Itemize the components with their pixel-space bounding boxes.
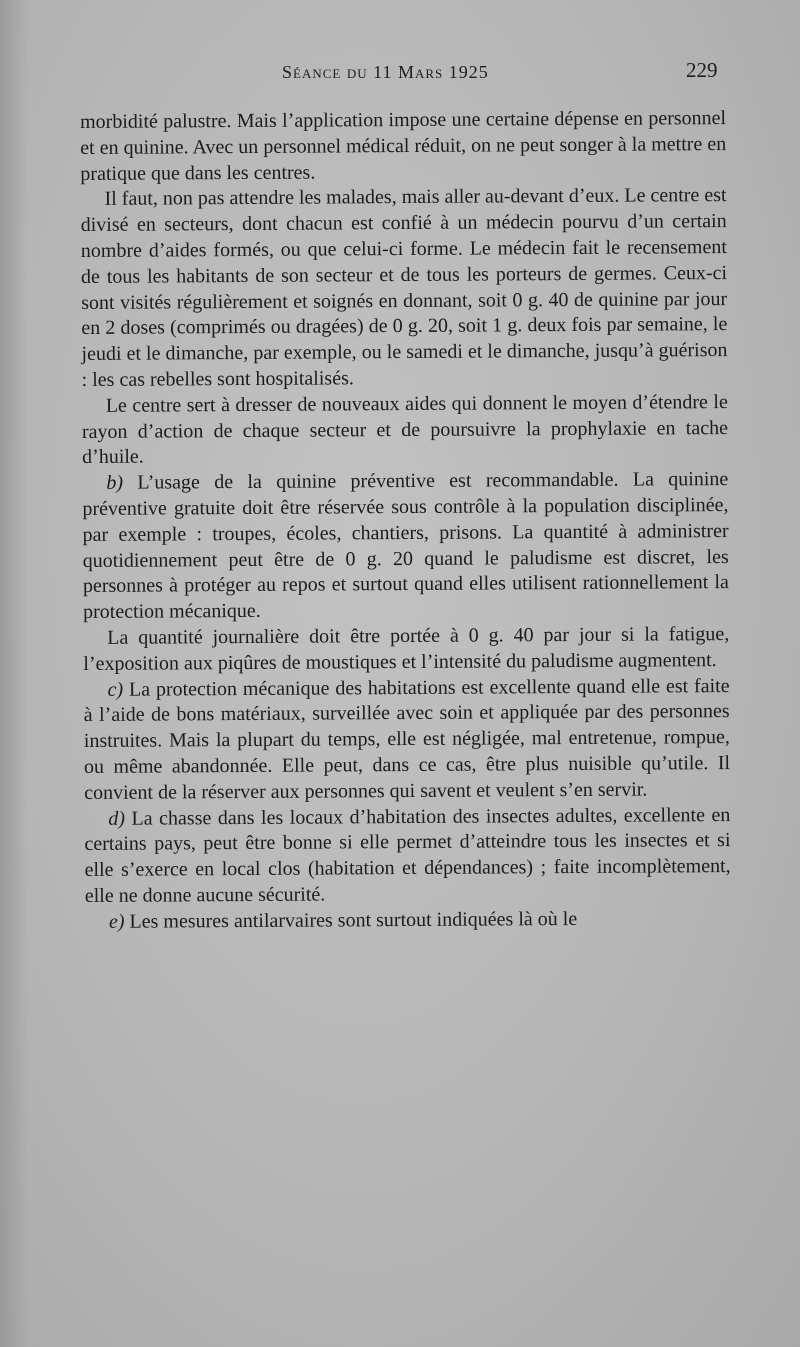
body-text xyxy=(80,106,731,935)
paragraph-text: L’usage de la quinine préventive est recommandable. La quinine préventive gratuite doit être réservée sous contrôle à la population disciplinée, par exemple : troupes, écoles, chantiers, prisons. La quantité à administrer quotidiennement peut être de 0 g. 20 quand le paludisme est discret, les personnes à protéger au repos et surtout quand elles utilisent rationnellement la protection mécanique. xyxy=(82,468,729,624)
paragraph-3 xyxy=(82,390,728,471)
paragraph-d xyxy=(84,803,731,910)
page-edge-shadow xyxy=(0,0,28,1347)
paragraph-text: morbidité palustre. Mais l’application impose une certaine dépense en personnel et en quinine. Avec un personnel médical réduit, on ne peut songer à la mettre en pratique que dans les centres. xyxy=(80,107,727,185)
item-letter-c: c) xyxy=(107,678,124,701)
item-letter-b: b) xyxy=(106,471,124,495)
paragraph-e xyxy=(85,906,731,936)
paragraph-5 xyxy=(83,622,729,678)
paragraph-2 xyxy=(80,183,727,393)
running-title: Séance du 11 Mars 1925 xyxy=(282,62,489,82)
paragraph-text: Le centre sert à dresser de nouveaux aides qui donnent le moyen d’étendre le rayon d’action de chaque secteur et de poursuivre la prophylaxie en tache d’huile. xyxy=(81,390,729,469)
item-letter-e: e) xyxy=(108,910,125,933)
page-header xyxy=(0,60,800,90)
paragraph-text: La chasse dans les locaux d’habitation des insectes adultes, excellente en certains pays, peut être bonne si elle permet d’atteindre tous les insectes et si elle s’exerce en local clos (habitation et dépendances) ; faite incomplètement, elle ne donne aucune sécurité. xyxy=(84,803,731,907)
item-letter-d: d) xyxy=(108,807,126,830)
paragraph-text: La quantité journalière doit être portée à 0 g. 40 par jour si la fatigue, l’exposition aux piqûres de moustiques et l’intensité du paludisme augmentent. xyxy=(83,622,730,675)
paragraph-text: Les mesures antilarvaires sont surtout indiquées là où le xyxy=(129,907,578,933)
paragraph-1 xyxy=(80,106,726,187)
paragraph-b xyxy=(82,467,729,626)
paragraph-c xyxy=(83,674,730,807)
paragraph-text: La protection mécanique des habitations est excellente quand elle est faite à l’aide de bons matériaux, surveillée avec soin et appliquée par des personnes instruites. Mais la plupart du temps, elle est négligée, mal entretenue, rompue, ou même abandonnée. Elle peut, dans ce cas, être plus nuisible qu’utile. Il convient de la réserver aux personnes qui savent et veulent s’en servir. xyxy=(83,674,731,804)
page-number: 229 xyxy=(686,58,718,82)
paragraph-text: Il faut, non pas attendre les malades, mais aller au-devant d’eux. Le centre est divisé en secteurs, dont chacun est confié à un médecin pourvu d’un certain nombre d’aides formés, ou que celui-ci forme. Le médecin fait le recensement de tous les habitants de son secteur et de tous les porteurs de germes. Ceux-ci sont visités régulièrement et soignés en donnant, soit 0 g. 40 de quinine par jour en 2 doses (comprimés ou dragées) de 0 g. 20, soit 1 g. deux fois par semaine, le jeudi et le dimanche, par exemple, ou le samedi et le dimanche, jusqu’à guérison : les cas rebelles sont hospitalisés. xyxy=(80,184,728,391)
